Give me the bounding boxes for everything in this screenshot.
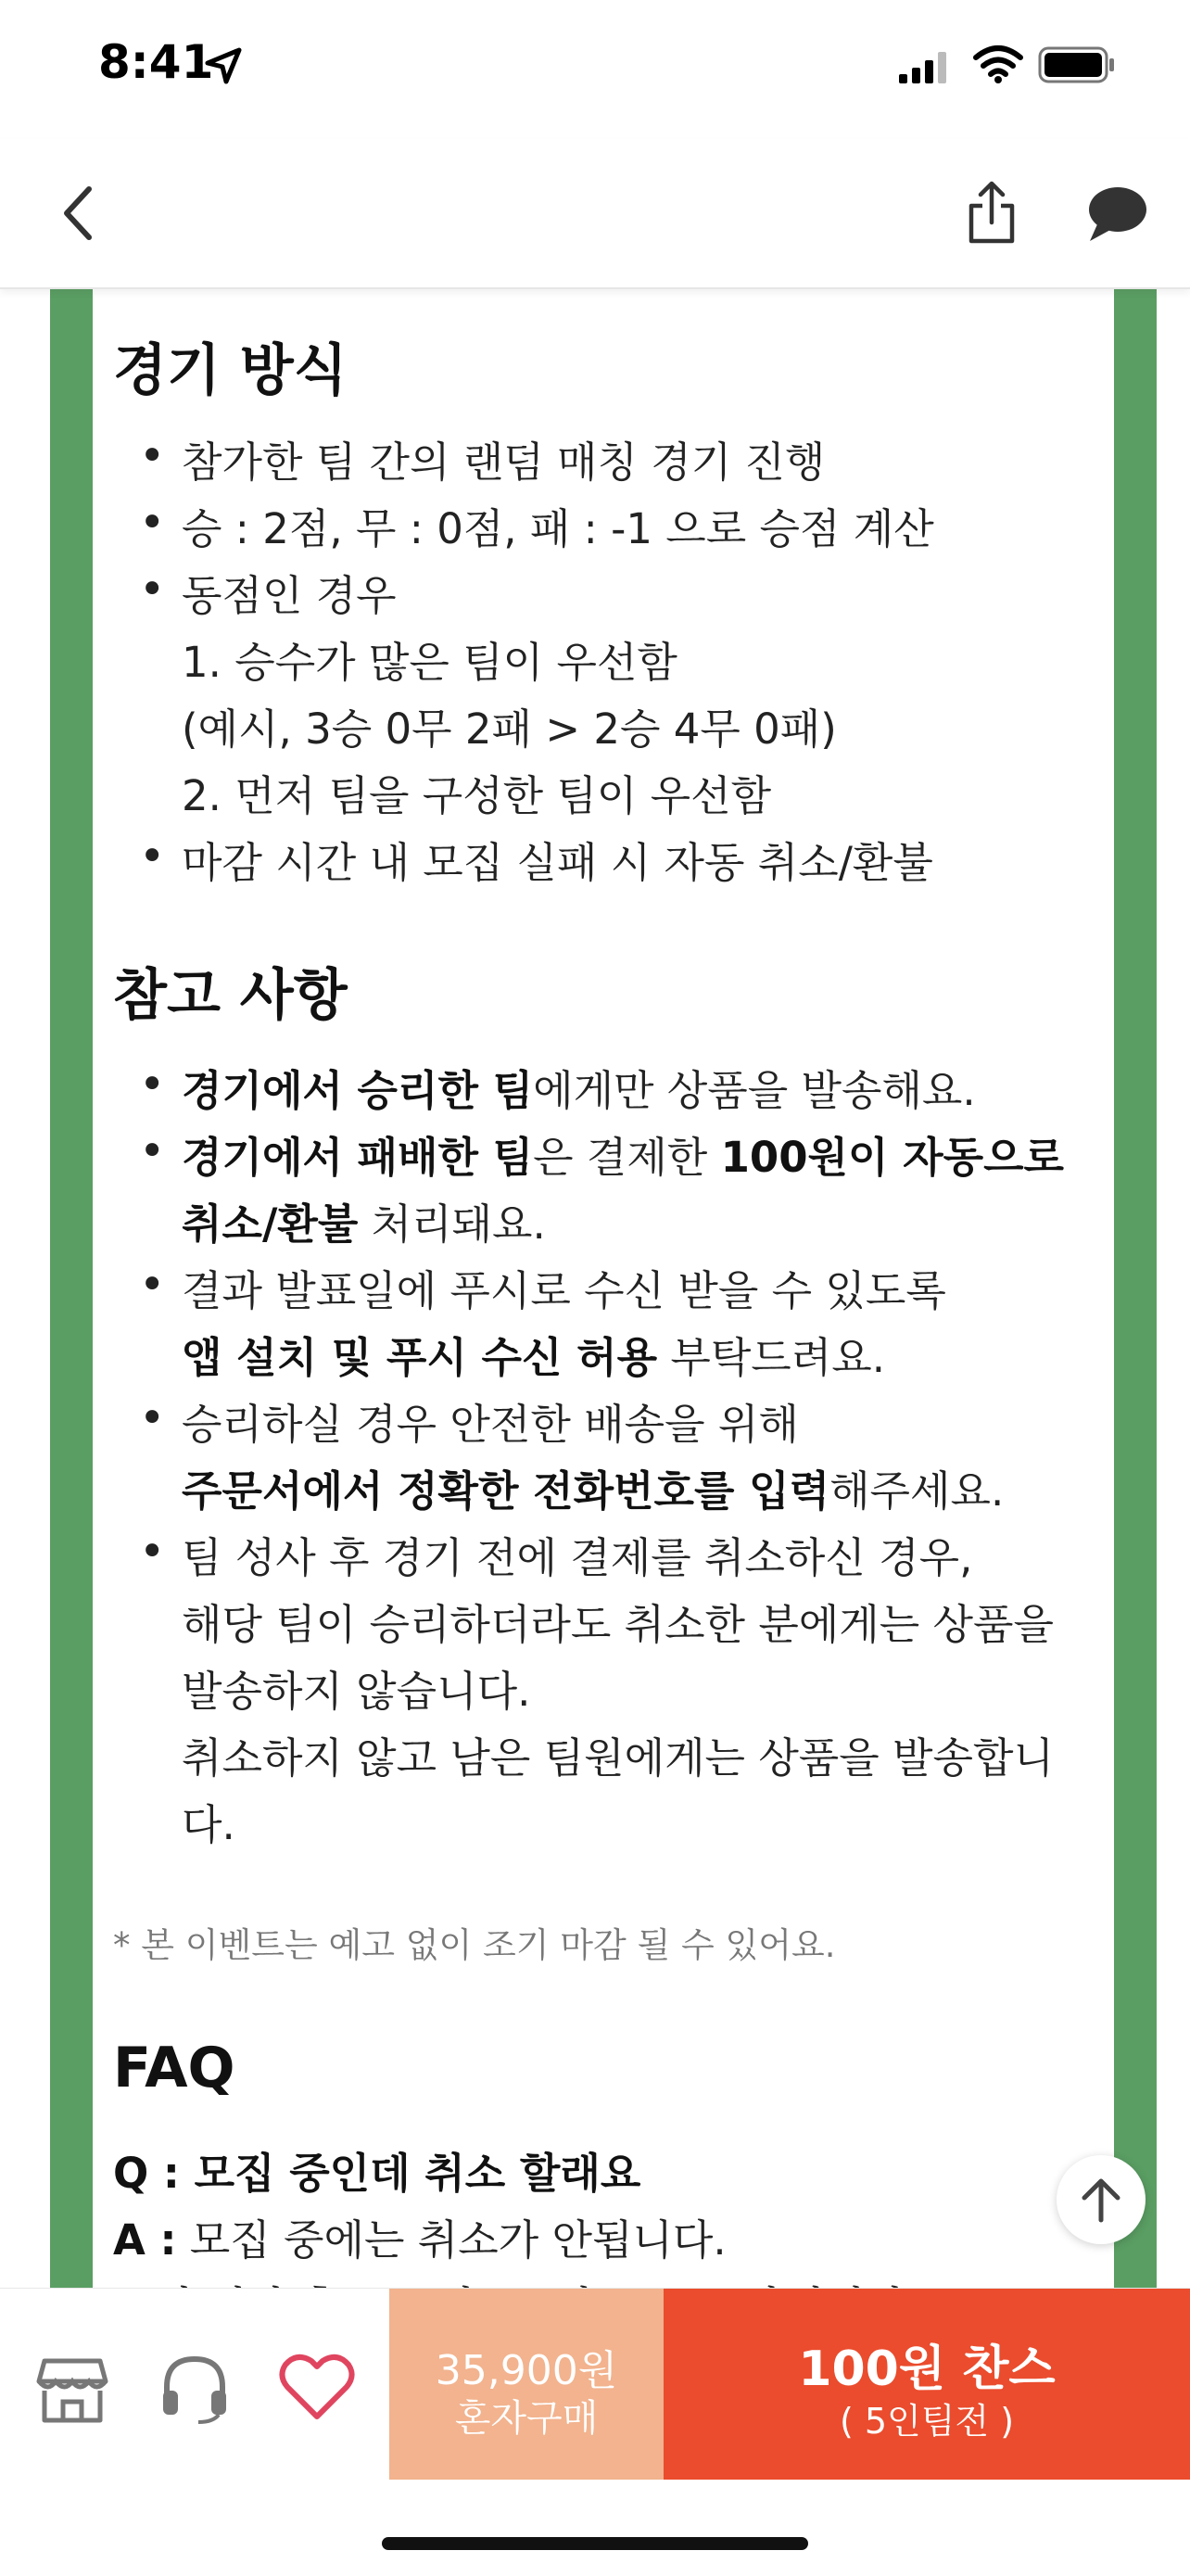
note-item: 결과 발표일에 푸시로 수신 받을 수 있도록 (182, 1266, 946, 1315)
rule-item: 동점인 경우 (182, 571, 397, 620)
faq-a-text: 모집 중에는 취소가 안됩니다. (176, 2215, 727, 2265)
team-size-label: ( 5인팀전 ) (839, 2401, 1015, 2442)
note-item-cont: 발송하지 않습니다. (182, 1667, 531, 1716)
bullet: • (139, 497, 166, 549)
event-info-panel (93, 289, 1114, 2291)
headset-icon[interactable] (158, 2352, 232, 2426)
bullet: • (139, 831, 166, 882)
rule-item: 승 : 2점, 무 : 0점, 패 : -1 으로 승점 계산 (182, 504, 934, 553)
bullet: • (139, 1059, 166, 1110)
rule-item: 마감 시간 내 모집 실패 시 자동 취소/환불 (182, 838, 933, 887)
bullet: • (139, 1259, 166, 1311)
back-arrow-icon[interactable] (52, 176, 108, 250)
status-bar (0, 0, 1190, 139)
home-indicator (382, 2537, 808, 2550)
bullet: • (139, 1392, 166, 1444)
note-item-cont (182, 1190, 546, 1250)
solo-label: 혼자구매 (454, 2397, 599, 2440)
faq-answer (113, 2206, 727, 2266)
rule-subitem: (예시, 3승 0무 2패 > 2승 4무 0패) (182, 704, 837, 754)
note-item: 팀 성사 후 경기 전에 결제를 취소하신 경우, (182, 1533, 973, 1582)
battery-icon (1038, 46, 1116, 83)
heart-icon[interactable] (278, 2352, 356, 2422)
bullet: • (139, 1526, 166, 1578)
store-icon[interactable] (35, 2355, 109, 2426)
note-bold-text: 주문서에서 정확한 전화번호를 입력 (182, 1466, 830, 1516)
note-bold-text: 경기에서 승리한 팀 (182, 1066, 534, 1115)
cellular-signal-icon (899, 52, 951, 83)
green-border-left (50, 289, 93, 2291)
early-close-notice: * 본 이벤트는 예고 없이 조기 마감 될 수 있어요. (113, 1925, 836, 1965)
note-text: 처리돼요. (358, 1199, 546, 1249)
location-arrow-icon (204, 46, 243, 85)
solo-price: 35,900원 (435, 2347, 618, 2394)
note-item-cont (182, 1324, 885, 1384)
green-border-right (1114, 289, 1157, 2291)
bullet: • (139, 564, 166, 615)
faq-q-prefix: Q : (113, 2149, 180, 2198)
share-icon[interactable] (964, 174, 1019, 248)
navigation-bar (0, 139, 1190, 289)
status-time: 8:41 (98, 35, 214, 89)
note-item (182, 1057, 976, 1117)
team-chance-title: 100원 찬스 (798, 2341, 1056, 2397)
note-item-cont: 해당 팀이 승리하더라도 취소한 분에게는 상품을 (182, 1600, 1054, 1649)
note-text: 은 결제한 (533, 1133, 721, 1182)
scroll-to-top-button[interactable] (1057, 2155, 1146, 2244)
team-chance-button[interactable] (664, 2289, 1190, 2480)
notes-title: 참고 사항 (113, 963, 348, 1028)
wifi-icon (973, 44, 1023, 83)
note-item-cont: 다. (182, 1800, 235, 1849)
note-item (182, 1123, 1064, 1184)
bullet: • (139, 1125, 166, 1177)
rule-item: 참가한 팀 간의 랜덤 매칭 경기 진행 (182, 438, 826, 487)
note-bold-text: 경기에서 패배한 팀 (182, 1133, 534, 1182)
faq-title: FAQ (113, 2036, 235, 2100)
chat-bubble-icon[interactable] (1084, 184, 1149, 245)
faq-question (113, 2139, 640, 2200)
note-item-cont (182, 1457, 1004, 1517)
rule-subitem: 2. 먼저 팀을 구성한 팀이 우선함 (182, 771, 772, 820)
event-detail-content (0, 289, 1190, 2291)
bullet: • (139, 430, 166, 482)
note-bold-text: 취소/환불 (182, 1199, 359, 1249)
arrow-up-icon (1079, 2176, 1123, 2224)
rules-title: 경기 방식 (113, 338, 348, 403)
faq-a-prefix: A : (113, 2215, 177, 2265)
note-text: 해주세요. (829, 1466, 1005, 1516)
note-bold-text: 100원이 자동으로 (720, 1133, 1065, 1182)
note-bold-text: 앱 설치 및 푸시 수신 허용 (182, 1333, 658, 1382)
rule-subitem: 1. 승수가 많은 팀이 우선함 (182, 638, 677, 687)
solo-purchase-button[interactable] (389, 2289, 664, 2480)
purchase-bar (0, 2288, 1190, 2576)
note-text: 에게만 상품을 발송해요. (533, 1066, 976, 1115)
note-item: 승리하실 경우 안전한 배송을 위해 (182, 1400, 799, 1449)
note-item-cont: 취소하지 않고 남은 팀원에게는 상품을 발송합니 (182, 1733, 1054, 1783)
faq-q-text: 모집 중인데 취소 할래요 (179, 2149, 641, 2198)
note-text: 부탁드려요. (657, 1333, 886, 1382)
